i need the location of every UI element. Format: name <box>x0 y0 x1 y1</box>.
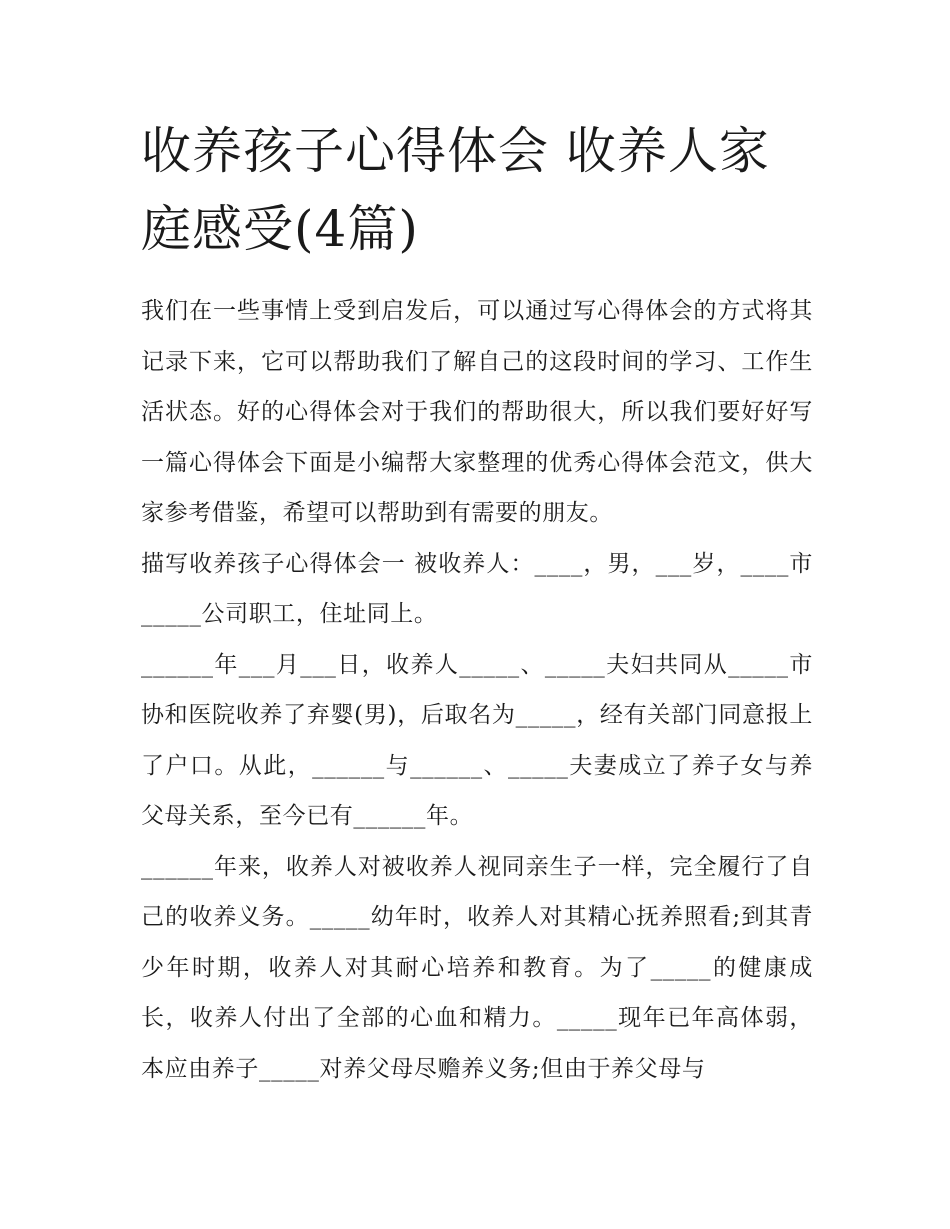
document-body <box>141 286 813 1094</box>
document-page <box>141 112 813 1094</box>
adoption-record-paragraph: ______年___月___日，收养人_____、_____夫妇共同从_____市协和医院收养了弃婴(男)，后取名为_____，经有关部门同意报上了户口。从此，______与______、_____夫妻成立了养子女与养父母关系，至今已有______年。 <box>141 651 813 829</box>
intro-paragraph: 我们在一些事情上受到启发后，可以通过写心得体会的方式将其记录下来，它可以帮助我们了解自己的这段时间的学习、工作生活状态。好的心得体会对于我们的帮助很大，所以我们要好好写一篇心得体会下面是小编帮大家整理的优秀心得体会范文，供大家参考借鉴，希望可以帮助到有需要的朋友。 <box>141 298 813 526</box>
document-title: 收养孩子心得体会 收养人家庭感受(4篇) <box>141 122 770 258</box>
upbringing-paragraph: ______年来，收养人对被收养人视同亲生子一样，完全履行了自己的收养义务。_____幼年时，收养人对其精心抚养照看;到其青少年时期，收养人对其耐心培养和教育。为了_____的健康成长，收养人付出了全部的心血和精力。_____现年已年高体弱，本应由养子_____对养父母尽赡养义务;但由于养父母与 <box>141 853 813 1082</box>
adoptee-info-paragraph: 描写收养孩子心得体会一 被收养人：____，男，___岁，____市_____公司职工，住址同上。 <box>141 550 813 627</box>
